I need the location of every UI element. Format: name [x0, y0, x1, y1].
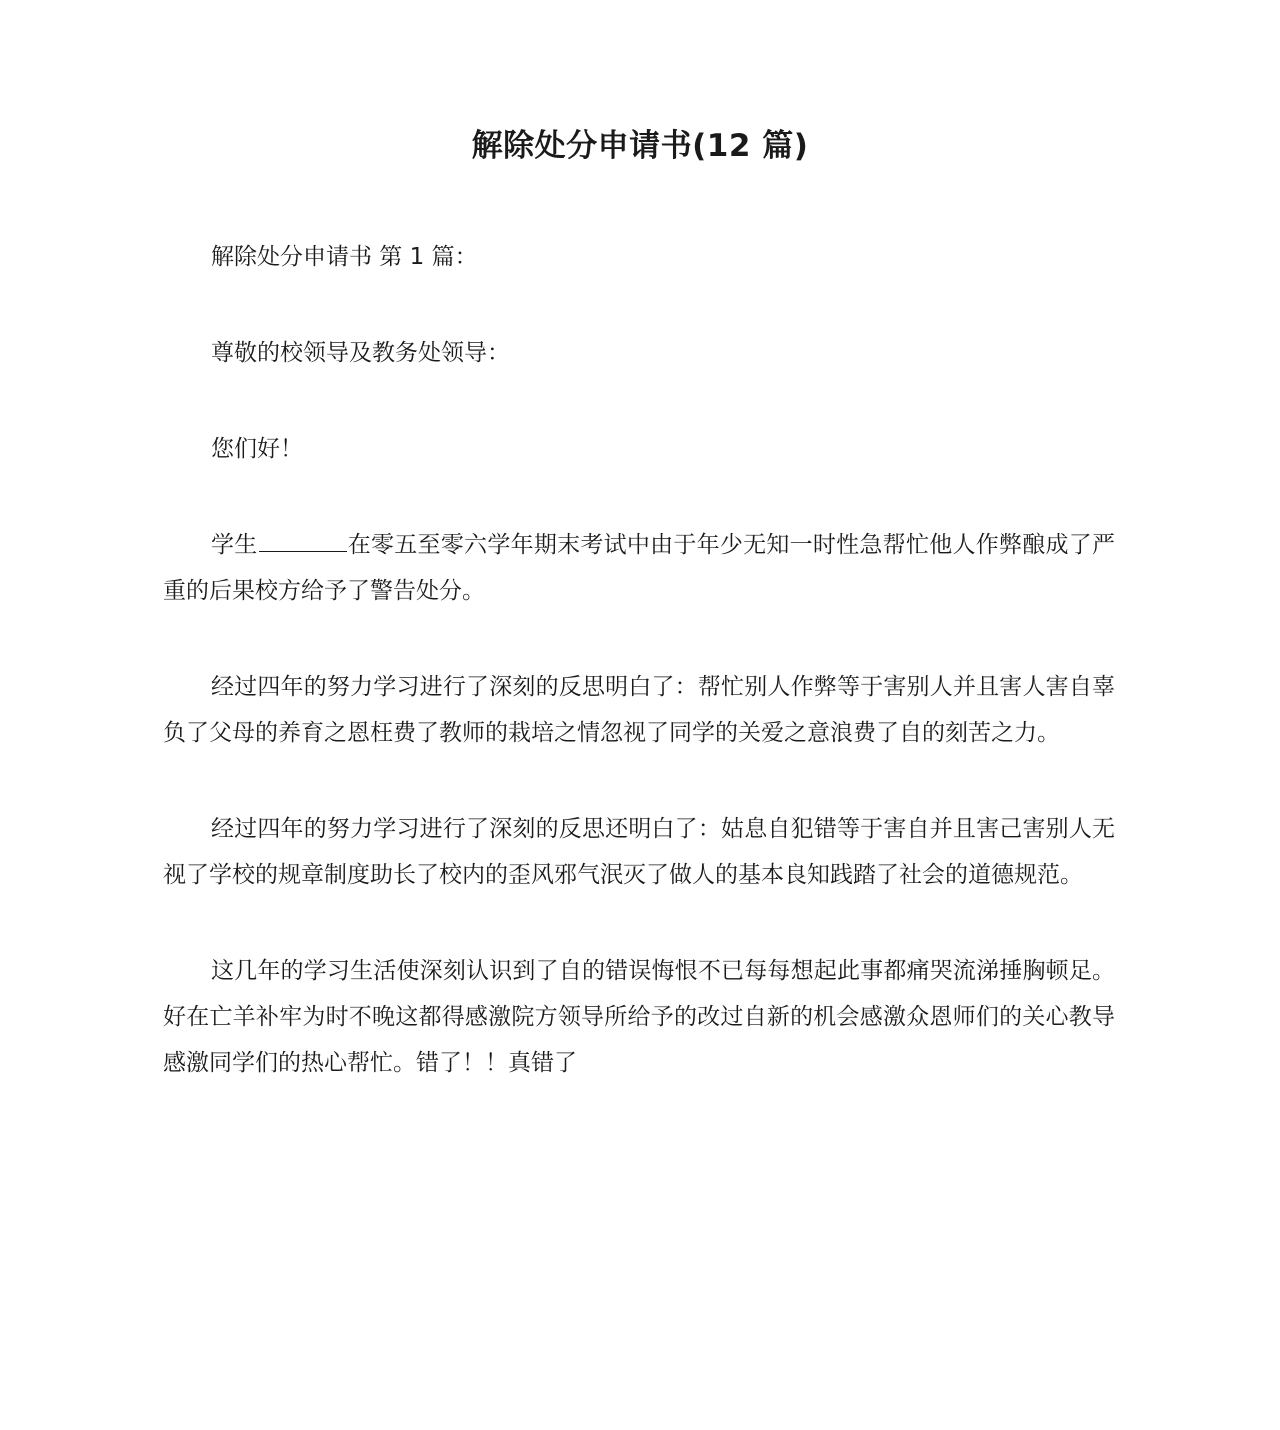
section-heading: 解除处分申请书 第 1 篇：: [211, 244, 478, 270]
paragraph-1-text: 在零五至零六学年期末考试中由于年少无知一时性急帮忙他人作弊酿成了严重的后果校方给予了警告处分。: [163, 532, 1116, 604]
document-title: 解除处分申请书(12 篇): [471, 128, 809, 164]
paragraph-2: 经过四年的努力学习进行了深刻的反思明白了：帮忙别人作弊等于害别人并且害人害自辜负了父母的养育之恩枉费了教师的栽培之情忽视了同学的关爱之意浪费了自的刻苦之力。: [163, 674, 1115, 746]
document-body: [163, 234, 1115, 1136]
paragraph-1: [163, 522, 1115, 614]
paragraph-4: 这几年的学习生活使深刻认识到了自的错误悔恨不已每每想起此事都痛哭流涕捶胸顿足。好在亡羊补牢为时不晚这都得感激院方领导所给予的改过自新的机会感激众恩师们的关心教导感激同学们的热心帮忙。错了！！真错了: [163, 958, 1115, 1076]
paragraph-3: 经过四年的努力学习进行了深刻的反思还明白了：姑息自犯错等于害自并且害己害别人无视了学校的规章制度助长了校内的歪风邪气泯灭了做人的基本良知践踏了社会的道德规范。: [163, 816, 1115, 888]
greeting: 您们好！: [211, 436, 303, 462]
salutation: 尊敬的校领导及教务处领导：: [211, 340, 510, 366]
paragraph-1-lead: 学生: [211, 532, 258, 558]
name-blank: [259, 525, 347, 552]
